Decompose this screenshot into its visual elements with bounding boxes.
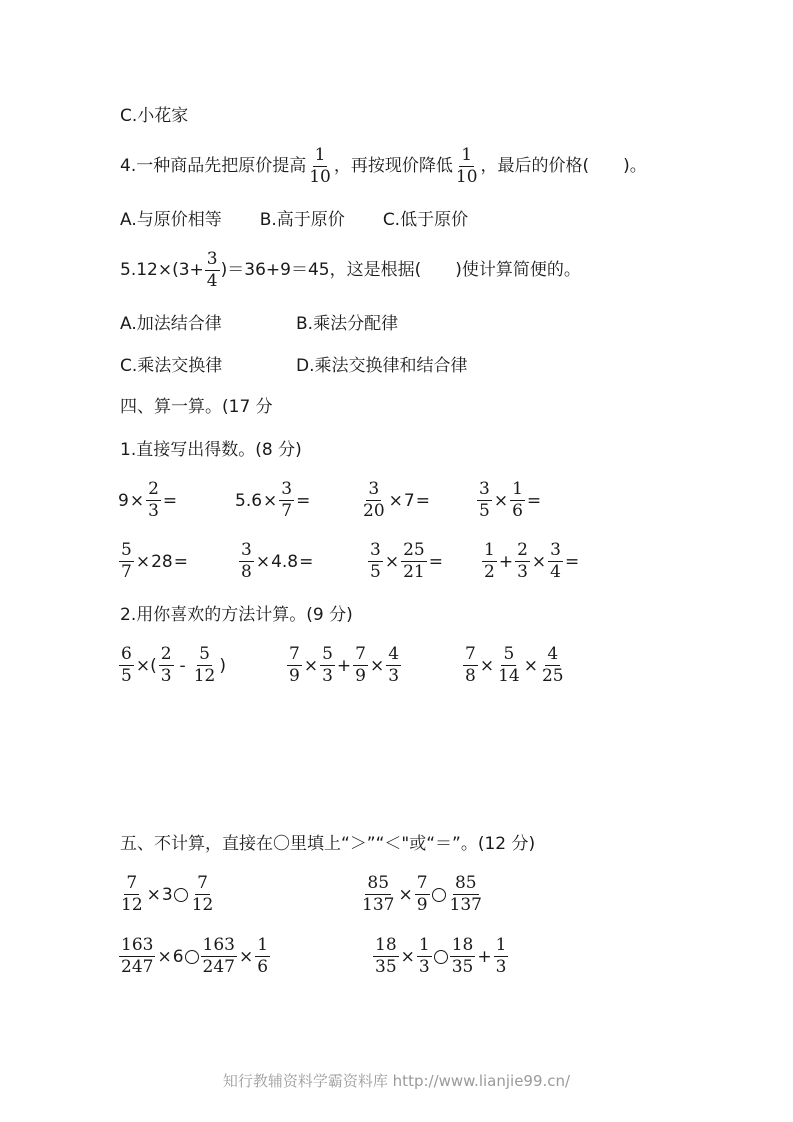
numerator: 7 (415, 874, 430, 895)
denominator: 9 (289, 666, 300, 687)
denominator: 3 (517, 562, 528, 583)
denominator: 5 (479, 501, 490, 522)
operator: = (173, 551, 188, 572)
operator: × (255, 551, 271, 572)
denominator: 20 (363, 501, 385, 522)
option-c: C.乘法交换律 (120, 356, 223, 376)
fraction (386, 645, 401, 686)
fraction (494, 936, 509, 977)
calc-item: $\frac{3}{20}$ × 7 = (363, 479, 430, 522)
denominator: 12 (191, 895, 214, 916)
fraction (287, 645, 302, 686)
fraction (353, 645, 368, 686)
fraction (361, 480, 387, 521)
fraction (463, 645, 478, 686)
section-4-sub2-title: 2.用你喜欢的方法计算。(9 分) (120, 605, 353, 625)
numerator: 1 (510, 480, 525, 501)
numerator: 7 (353, 645, 368, 666)
fraction (119, 645, 134, 686)
denominator: 3 (418, 957, 430, 978)
fraction (540, 645, 566, 686)
numerator: 163 (201, 936, 237, 957)
section-4-sub1-title: 1.直接写出得数。(8 分) (120, 440, 302, 460)
numerator: 3 (548, 541, 563, 562)
denominator: 5 (370, 562, 381, 583)
operator: × (400, 946, 415, 967)
option-c: C.低于原价 (382, 210, 469, 230)
fraction (279, 480, 294, 521)
fraction (320, 645, 335, 686)
operator: × (303, 655, 319, 676)
denominator: 9 (355, 666, 366, 687)
denominator: 12 (121, 895, 143, 916)
operator: = (564, 551, 580, 572)
fraction (146, 480, 161, 521)
operator: × (238, 946, 254, 967)
fraction (192, 645, 218, 686)
option-b: B.高于原价 (259, 210, 345, 230)
option-b: B.乘法分配律 (296, 314, 399, 334)
numerator: 4 (545, 645, 560, 666)
operator: × (369, 655, 385, 676)
operator: × (384, 551, 400, 572)
numerator: 1 (494, 936, 509, 957)
fraction (255, 936, 270, 977)
fraction (119, 874, 145, 915)
denominator: 3 (495, 957, 507, 978)
operator: × (263, 490, 278, 511)
numerator: 1 (482, 541, 497, 562)
numerator: 3 (368, 541, 383, 562)
numerator: 85 (365, 874, 391, 895)
fraction (515, 541, 530, 582)
operator: × (398, 884, 413, 905)
denominator: 8 (241, 562, 252, 583)
calc-item (476, 480, 542, 521)
numerator: 1 (313, 146, 328, 167)
answer-circle-icon[interactable] (434, 950, 448, 964)
fraction (454, 146, 480, 187)
denominator: 7 (121, 562, 132, 583)
numerator: 5 (119, 541, 134, 562)
numerator: 3 (239, 541, 254, 562)
question-4-options (120, 212, 468, 229)
calc-item (462, 645, 567, 686)
fraction (415, 874, 430, 915)
calc-item: $\frac{5}{7}$ × 28 = (121, 540, 188, 583)
operator: ) (219, 655, 226, 676)
fraction (360, 874, 396, 915)
fraction (159, 645, 174, 686)
denominator: 12 (193, 666, 216, 687)
operator: × (146, 884, 161, 905)
fraction (205, 250, 220, 291)
operator: = (428, 551, 443, 572)
calc-item (367, 541, 444, 582)
calc-item (286, 645, 402, 686)
numerator: 3 (366, 480, 381, 501)
numerator: 3 (477, 480, 492, 501)
denominator: 25 (541, 666, 564, 687)
denominator: 10 (309, 167, 331, 188)
denominator: 4 (550, 562, 561, 583)
fraction (510, 480, 525, 521)
numerator: 85 (453, 874, 479, 895)
denominator: 3 (160, 666, 172, 687)
numerator: 7 (287, 645, 302, 666)
fraction (307, 146, 333, 187)
operator: × (135, 551, 151, 572)
numerator: 7 (463, 645, 478, 666)
fraction (119, 541, 134, 582)
numerator: 5 (501, 645, 516, 666)
question-5-options-row1 (120, 316, 398, 333)
denominator: 3 (148, 501, 159, 522)
fraction (373, 936, 399, 977)
denominator: 137 (449, 895, 482, 916)
numerator: 2 (159, 645, 174, 666)
operator: = (162, 490, 178, 511)
operator: = (526, 490, 542, 511)
denominator: 247 (121, 957, 154, 978)
operator: × (493, 490, 509, 511)
denominator: 6 (512, 501, 523, 522)
fraction (201, 936, 237, 977)
operator: × (157, 946, 172, 967)
option-a: A.加法结合律 (120, 314, 222, 334)
numerator: 25 (401, 541, 427, 562)
question-4: 4.一种商品先把原价提高 $\frac{1}{10}$ ，再按现价降低 $\frac{1}{10}$ ，最后的价格( )。 (120, 145, 647, 188)
footer-watermark: 知行教辅资料学霸资料库 http://www.lianjie99.cn/ (222, 1072, 571, 1090)
fraction (548, 541, 563, 582)
operator: + (336, 655, 352, 676)
denominator: 3 (388, 666, 400, 687)
fraction (477, 480, 492, 521)
q3-option-c: C.小花家 (120, 106, 189, 126)
denominator: 247 (202, 957, 235, 978)
calc-item (481, 541, 580, 582)
operator: = (296, 490, 311, 511)
denominator: 9 (416, 895, 428, 916)
question-5: 5.12×(3+ $\frac{3}{4}$ )＝36+9＝45，这是根据( )使计算简便的。 (120, 249, 581, 292)
numerator: 5 (197, 645, 212, 666)
denominator: 8 (465, 666, 476, 687)
numerator: 7 (124, 874, 139, 895)
option-d: D.乘法交换律和结合律 (296, 356, 468, 376)
denominator: 35 (375, 957, 397, 978)
denominator: 35 (451, 957, 474, 978)
operator: × (531, 551, 547, 572)
numerator: 3 (205, 250, 220, 271)
numerator: 2 (146, 480, 161, 501)
calc-item: 9 × $\frac{2}{3}$ = (118, 479, 178, 522)
denominator: 21 (403, 562, 425, 583)
answer-circle-icon[interactable] (174, 888, 188, 902)
fraction (401, 541, 427, 582)
operator: × (479, 655, 495, 676)
operator: + (477, 946, 492, 967)
numerator: 3 (279, 480, 294, 501)
numerator: 5 (320, 645, 335, 666)
fraction (368, 541, 383, 582)
denominator: 3 (322, 666, 333, 687)
numerator: 18 (373, 936, 399, 957)
fraction (119, 936, 155, 977)
answer-circle-icon[interactable] (432, 888, 446, 902)
question-5-options-row2 (120, 358, 468, 375)
numerator: 1 (459, 146, 474, 167)
operator: = (415, 490, 430, 511)
operator: - (179, 655, 186, 676)
operator: × (523, 655, 538, 676)
compare-item: $\frac{163}{247}$ × 6 $\frac{163}{247}$ × $\frac{1}{6}$ (121, 935, 269, 978)
compare-item (372, 936, 509, 977)
section-5-title: 五、不计算，直接在〇里填上“＞”“＜"或“＝”。(12 分) (120, 834, 536, 854)
denominator: 7 (281, 501, 293, 522)
operator: × (388, 490, 403, 511)
numerator: 4 (386, 645, 401, 666)
numerator: 1 (255, 936, 270, 957)
denominator: 10 (455, 167, 478, 188)
answer-circle-icon[interactable] (185, 950, 199, 964)
section-4-title: 四、算一算。(17 分 (120, 397, 273, 417)
operator: × (129, 490, 145, 511)
operator: = (299, 551, 314, 572)
denominator: 6 (257, 957, 269, 978)
operator: + (498, 551, 514, 572)
fraction (482, 541, 497, 582)
numerator: 2 (515, 541, 530, 562)
numerator: 163 (119, 936, 155, 957)
fraction (417, 936, 432, 977)
fraction (190, 874, 216, 915)
fraction (448, 874, 484, 915)
calc-item (118, 645, 227, 686)
denominator: 14 (498, 666, 520, 687)
fraction (450, 936, 476, 977)
operator: ×( (135, 655, 157, 676)
numerator: 7 (195, 874, 210, 895)
compare-item (359, 874, 485, 915)
denominator: 137 (362, 895, 395, 916)
numerator: 6 (119, 645, 134, 666)
numerator: 18 (450, 936, 476, 957)
denominator: 2 (484, 562, 495, 583)
denominator: 4 (206, 271, 218, 292)
fraction (239, 541, 254, 582)
compare-item: $\frac{7}{12}$ × 3 $\frac{7}{12}$ (121, 873, 214, 916)
fraction (496, 645, 522, 686)
calc-item: 5.6 × $\frac{3}{7}$ = (235, 479, 311, 522)
option-a: A.与原价相等 (120, 210, 222, 230)
calc-item: $\frac{3}{8}$ × 4.8 = (241, 540, 314, 583)
denominator: 5 (121, 666, 132, 687)
numerator: 1 (417, 936, 432, 957)
